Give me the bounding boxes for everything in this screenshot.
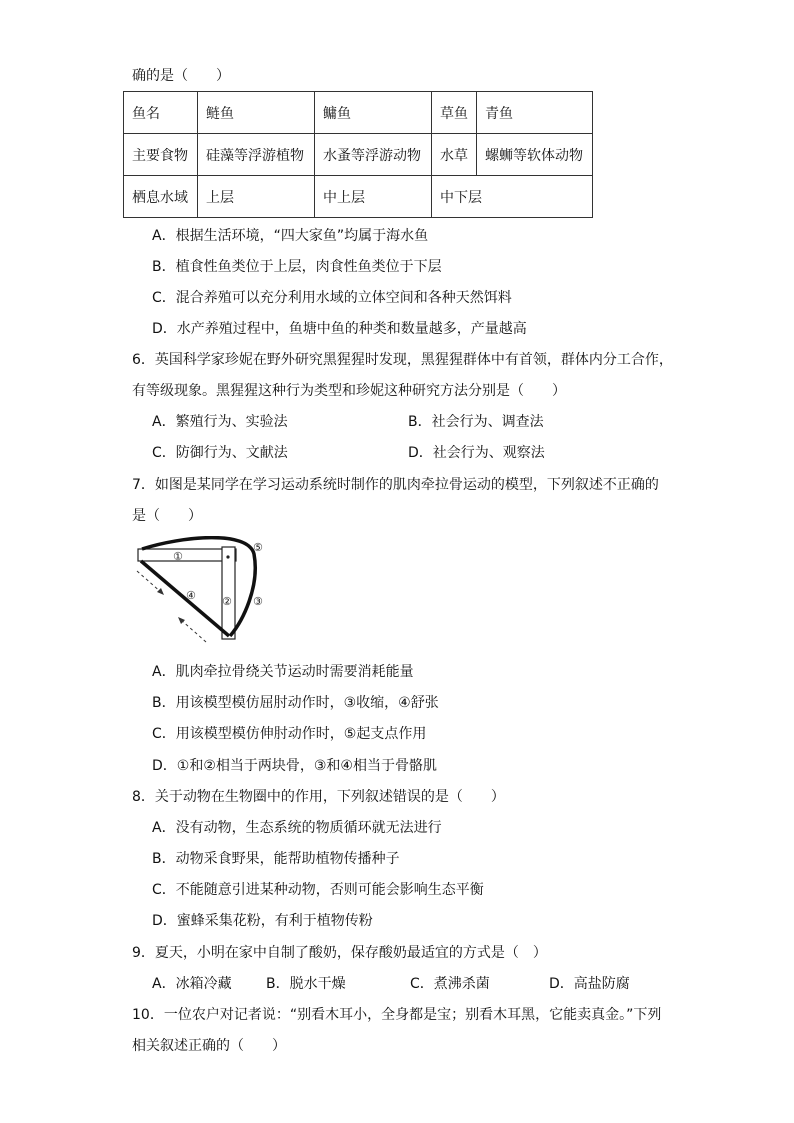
table-cell: 水草 <box>432 134 477 176</box>
table-cell: 栖息水域 <box>124 176 198 218</box>
q5-option-d: D．水产养殖过程中，鱼塘中鱼的种类和数量越多，产量越高 <box>152 321 527 337</box>
q6-option-a: A．繁殖行为、实验法 <box>152 414 288 430</box>
table-cell: 水蚤等浮游动物 <box>315 134 432 176</box>
table-row <box>124 134 593 176</box>
q10-stem-line2: 相关叙述正确的（ ） <box>132 1038 286 1054</box>
q7-stem-line2: 是（ ） <box>132 508 202 524</box>
fish-table <box>123 91 593 218</box>
table-cell: 硅藻等浮游植物 <box>198 134 315 176</box>
table-cell: 中下层 <box>432 176 593 218</box>
table-cell: 青鱼 <box>477 92 593 134</box>
bone-horizontal <box>138 549 236 561</box>
q9-stem: 9．夏天，小明在家中自制了酸奶，保存酸奶最适宜的方式是（ ） <box>132 945 547 961</box>
q5-stem-tail: 确的是（ ） <box>132 68 230 84</box>
q5-option-b: B．植食性鱼类位于上层，肉食性鱼类位于下层 <box>152 259 442 275</box>
figure-label-3: ③ <box>253 595 263 608</box>
q9-option-c: C．煮沸杀菌 <box>410 976 490 992</box>
q7-stem-line1: 7．如图是某同学在学习运动系统时制作的肌肉牵拉骨运动的模型，下列叙述不正确的 <box>132 477 659 493</box>
q7-option-b: B．用该模型模仿屈肘动作时，③收缩，④舒张 <box>152 695 439 711</box>
table-cell: 上层 <box>198 176 315 218</box>
table-row <box>124 176 593 218</box>
table-cell: 鱼名 <box>124 92 198 134</box>
table-row <box>124 92 593 134</box>
q5-option-a: A．根据生活环境，“四大家鱼”均属于海水鱼 <box>152 228 429 244</box>
q8-option-b: B．动物采食野果，能帮助植物传播种子 <box>152 851 400 867</box>
q6-stem-line2: 有等级现象。黑猩猩这种行为类型和珍妮这种研究方法分别是（ ） <box>132 383 566 399</box>
q9-option-d: D．高盐防腐 <box>549 976 630 992</box>
table-cell: 鲢鱼 <box>198 92 315 134</box>
q8-option-a: A．没有动物，生态系统的物质循环就无法进行 <box>152 820 442 836</box>
table-cell: 草鱼 <box>432 92 477 134</box>
q6-option-b: B．社会行为、调查法 <box>408 414 544 430</box>
q8-option-d: D．蜜蜂采集花粉，有利于植物传粉 <box>152 913 373 929</box>
dashed-arrow-up <box>180 619 206 642</box>
figure-label-2: ② <box>222 595 232 608</box>
q8-option-c: C．不能随意引进某种动物，否则可能会影响生态平衡 <box>152 882 484 898</box>
q7-option-c: C．用该模型模仿伸肘动作时，⑤起支点作用 <box>152 726 427 742</box>
q10-stem-line1: 10．一位农户对记者说：“别看木耳小，全身都是宝；别看木耳黑，它能卖真金。”下列 <box>132 1007 662 1023</box>
q8-stem: 8．关于动物在生物圈中的作用，下列叙述错误的是（ ） <box>132 789 505 805</box>
table-cell: 主要食物 <box>124 134 198 176</box>
table-cell: 鳙鱼 <box>315 92 432 134</box>
muscle-bone-model-figure <box>128 536 273 648</box>
figure-label-4: ④ <box>186 589 196 602</box>
q9-option-a: A．冰箱冷藏 <box>152 976 232 992</box>
figure-label-5: ⑤ <box>253 541 263 554</box>
q7-option-a: A．肌肉牵拉骨绕关节运动时需要消耗能量 <box>152 664 414 680</box>
q6-option-d: D．社会行为、观察法 <box>408 445 545 461</box>
q6-option-c: C．防御行为、文献法 <box>152 445 288 461</box>
q7-option-d: D．①和②相当于两块骨，③和④相当于骨骼肌 <box>152 758 437 774</box>
arrowhead-up <box>178 617 185 624</box>
table-cell: 中上层 <box>315 176 432 218</box>
arrowhead-down <box>157 588 164 595</box>
q5-option-c: C．混合养殖可以充分利用水域的立体空间和各种天然饵料 <box>152 290 512 306</box>
q9-option-b: B．脱水干燥 <box>266 976 346 992</box>
muscle-inner <box>141 561 229 636</box>
figure-label-1: ① <box>173 550 183 563</box>
bone-vertical <box>222 547 235 639</box>
table-cell: 螺蛳等软体动物 <box>477 134 593 176</box>
q6-stem-line1: 6．英国科学家珍妮在野外研究黑猩猩时发现，黑猩猩群体中有首领，群体内分工合作， <box>132 352 673 368</box>
joint-point <box>226 555 229 558</box>
